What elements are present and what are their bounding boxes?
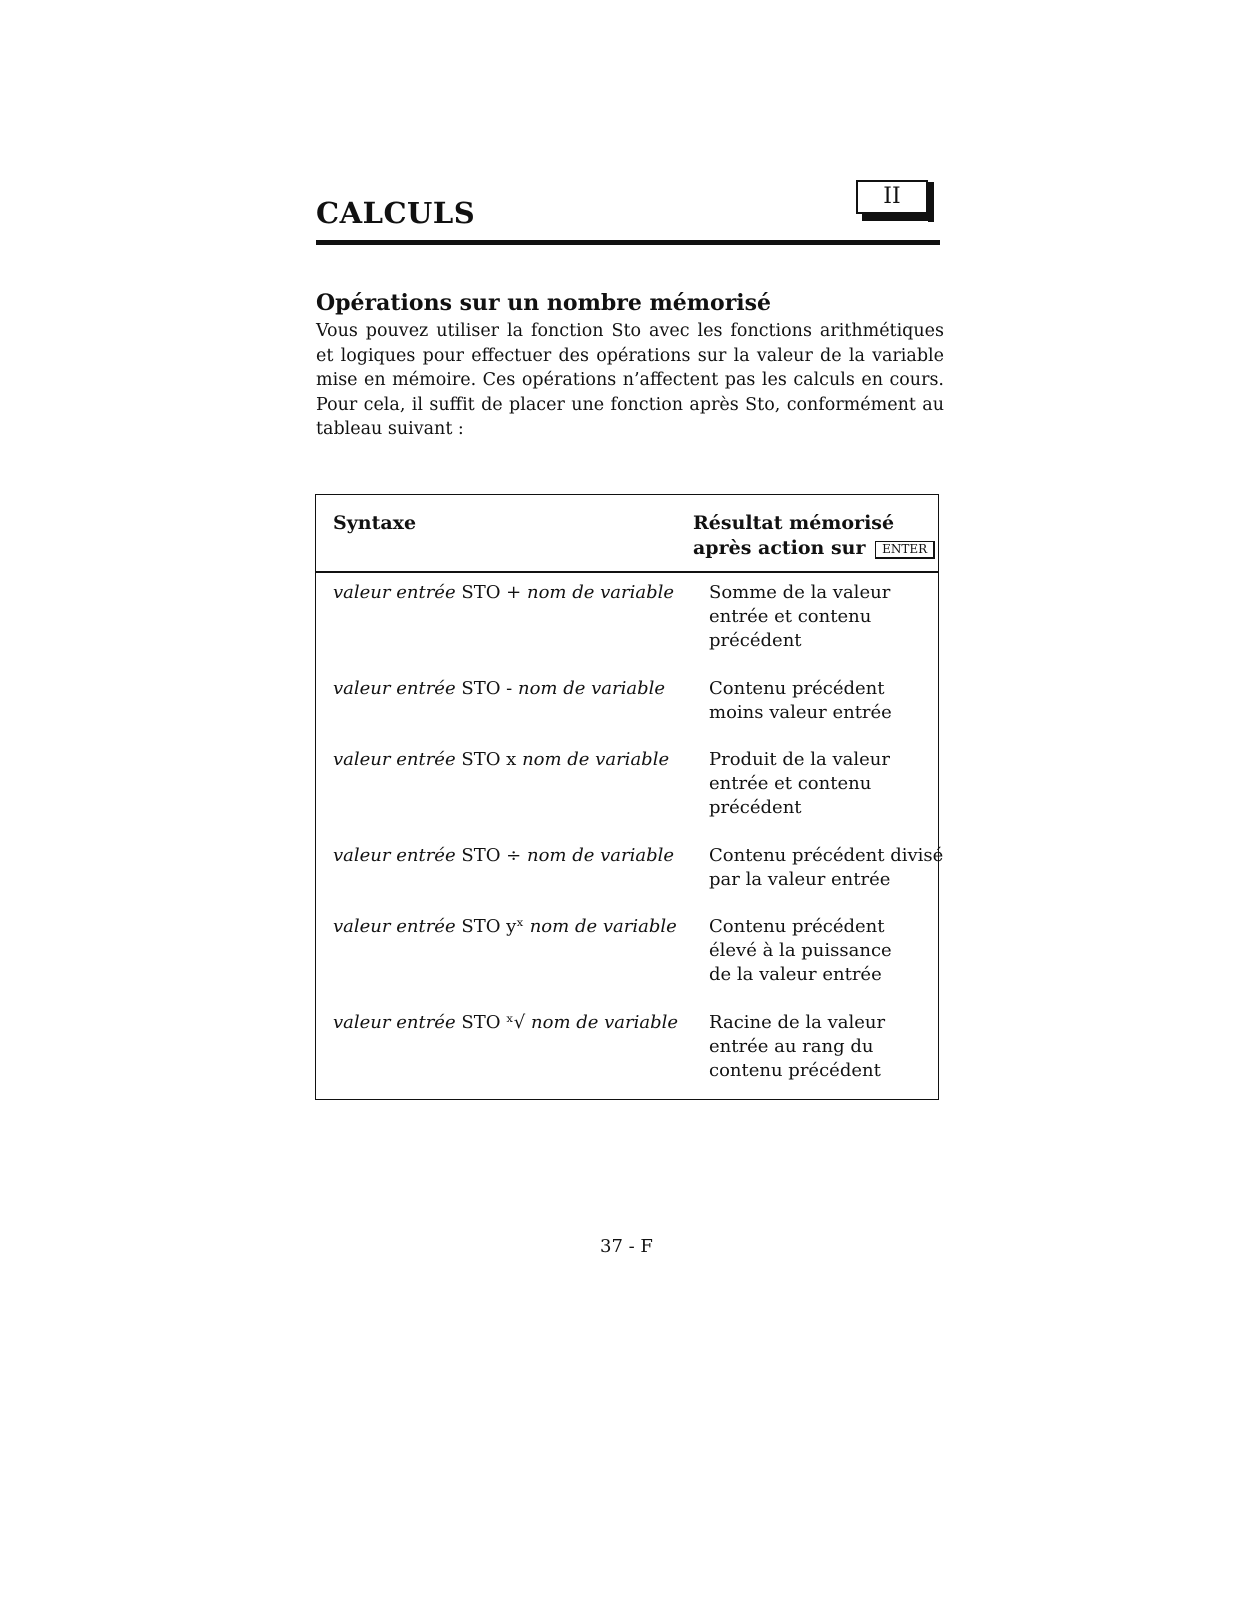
chapter-title: CALCULS <box>316 196 476 230</box>
row-syntax <box>333 1011 678 1035</box>
syntax-post: nom de variable <box>531 1012 679 1033</box>
syntax-pre: valeur entrée <box>333 1012 456 1033</box>
chapter-number-box <box>856 180 936 230</box>
header-result-line1: Résultat mémorisé <box>693 512 895 534</box>
row-syntax <box>333 748 669 772</box>
row-result: Contenu précédent divisé par la valeur entrée <box>709 845 944 890</box>
row-syntax <box>333 677 665 701</box>
page-number: 37 - F <box>600 1236 653 1257</box>
syntax-pre: valeur entrée <box>333 749 456 770</box>
syntax-post: nom de variable <box>518 678 666 699</box>
row-syntax <box>333 844 674 868</box>
syntax-post: nom de variable <box>527 582 675 603</box>
syntax-pre: valeur entrée <box>333 582 456 603</box>
syntax-post: nom de variable <box>527 845 675 866</box>
syntax-pre: valeur entrée <box>333 845 456 866</box>
row-result: Racine de la valeur entrée au rang du contenu précédent <box>709 1012 886 1081</box>
section-heading: Opérations sur un nombre mémorisé <box>316 290 772 316</box>
syntax-op: STO ˣ√ <box>461 1012 526 1033</box>
syntax-post: nom de variable <box>522 749 670 770</box>
row-result: Somme de la valeur entrée et contenu précédent <box>709 582 891 651</box>
header-result-line2-wrap <box>693 536 935 561</box>
syntax-op: STO ÷ <box>461 845 522 866</box>
syntax-op: STO x <box>461 749 517 770</box>
operations-table <box>315 494 944 1100</box>
header-syntax: Syntaxe <box>333 512 417 534</box>
chapter-number: II <box>856 180 928 214</box>
enter-key-icon: ENTER <box>875 541 935 559</box>
header-result <box>693 511 935 561</box>
row-result: Contenu précédent élevé à la puissance de la valeur entrée <box>709 916 892 985</box>
syntax-pre: valeur entrée <box>333 916 456 937</box>
box-shadow-bottom <box>862 214 934 221</box>
syntax-op: STO + <box>461 582 522 603</box>
header-rule <box>316 240 940 245</box>
syntax-op: STO yˣ <box>461 916 524 937</box>
syntax-op: STO - <box>461 678 513 699</box>
syntax-pre: valeur entrée <box>333 678 456 699</box>
row-result: Contenu précédent moins valeur entrée <box>709 678 892 723</box>
row-result: Produit de la valeur entrée et contenu précédent <box>709 749 890 818</box>
row-syntax <box>333 581 674 605</box>
intro-paragraph: Vous pouvez utiliser la fonction Sto avec les fonctions arithmétiques et logiques pour effectuer des opérations sur la valeur de la variable mise en mémoire. Ces opérations n’affectent pas les calculs en cours. Pour cela, il suffit de placer une fonction après Sto, conformément au tableau suivant : <box>316 321 944 439</box>
header-divider <box>316 571 938 573</box>
header-result-line2: après action sur <box>693 537 866 559</box>
syntax-post: nom de variable <box>529 916 677 937</box>
row-syntax <box>333 915 677 939</box>
